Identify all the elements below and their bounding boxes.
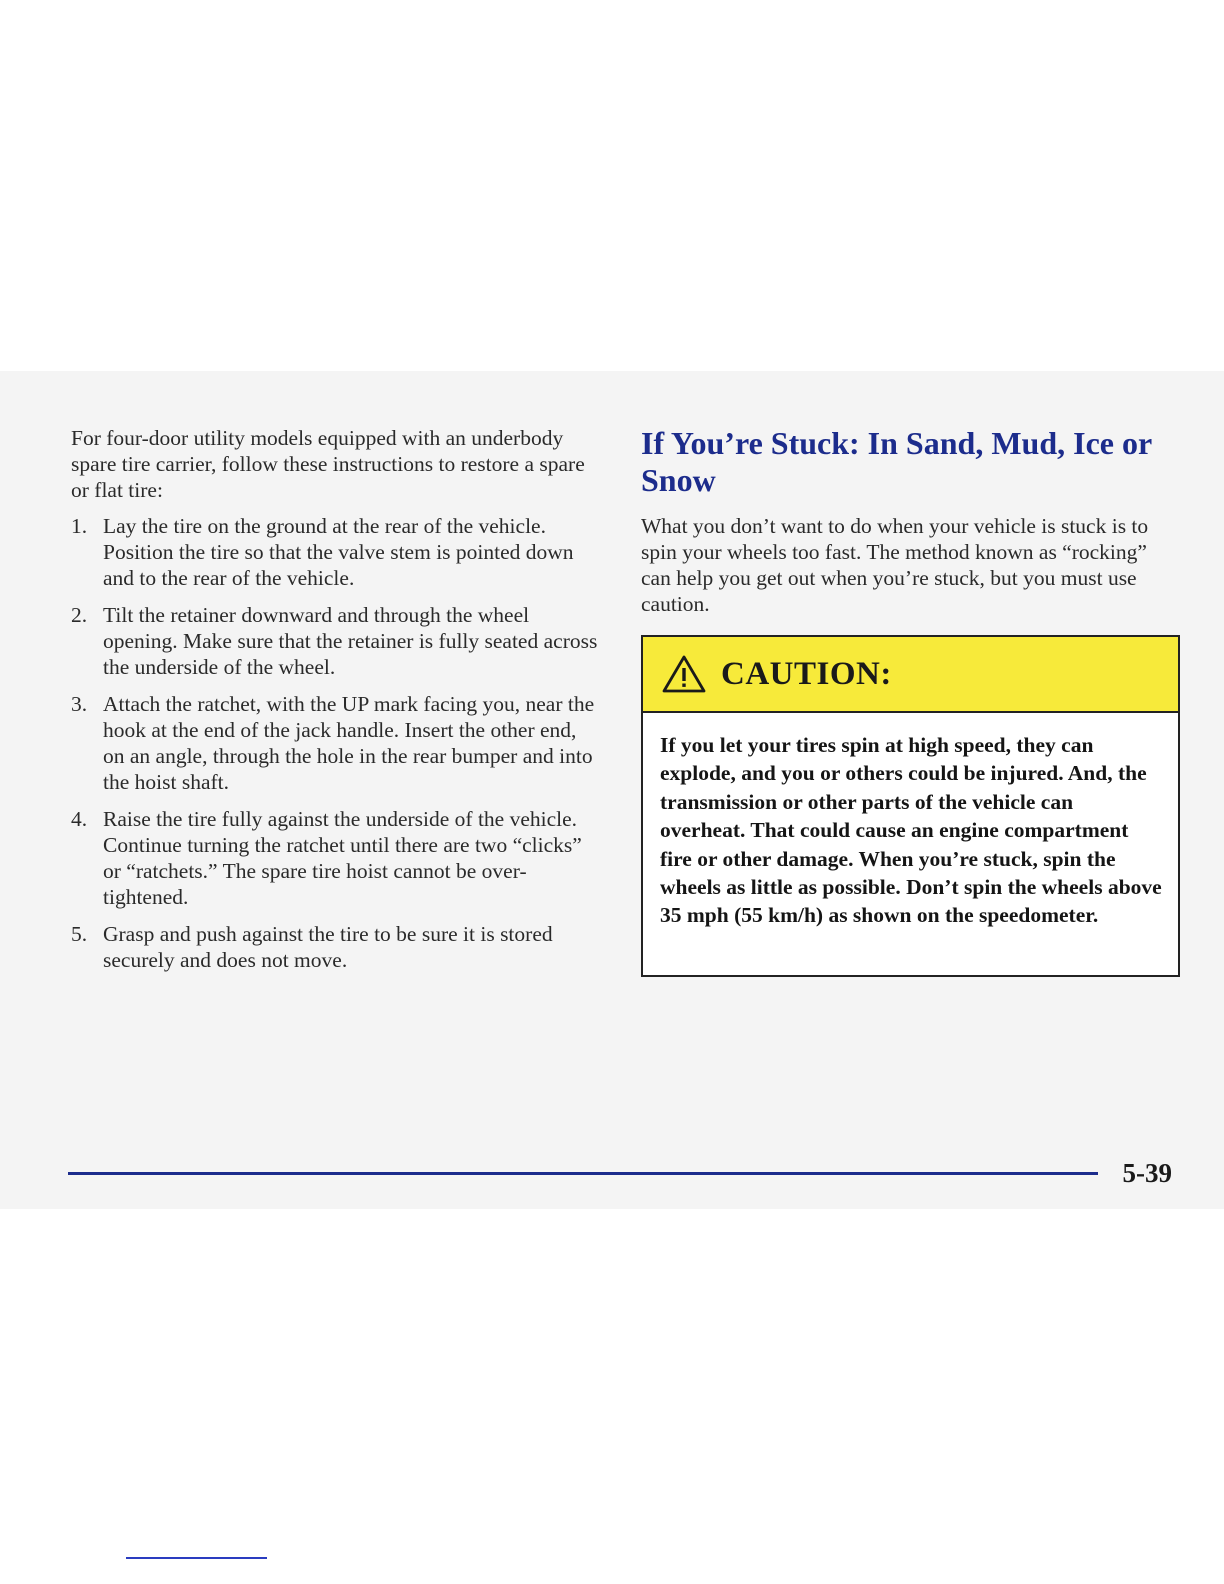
list-item [71, 806, 601, 910]
list-item [71, 602, 601, 680]
caution-box [641, 635, 1180, 977]
spare-tire-instructions [71, 425, 601, 984]
step-number: 4. [71, 807, 88, 831]
caution-body: If you let your tires spin at high speed, they can explode, and you or others could be injured. And, the transmission or other parts of the vehicle can overheat. That could cause an engine compartment fire or other damage. When you’re stuck, spin the wheels as little as possible. Don’t spin the wheels above 35 mph (55 km/h) as shown on the speedometer. [660, 733, 1162, 928]
step-text: Raise the tire fully against the underside of the vehicle. Continue turning the ratchet until there are two “clicks” or “ratchets.” The spare tire hoist cannot be over-tightened. [103, 807, 582, 909]
intro-paragraph: For four-door utility models equipped with an underbody spare tire carrier, follow these instructions to restore a spare or flat tire: [71, 426, 585, 502]
step-number: 2. [71, 603, 88, 627]
step-number: 3. [71, 692, 88, 716]
steps-list [71, 513, 601, 973]
stuck-section [641, 425, 1181, 617]
caution-title: CAUTION: [721, 655, 892, 692]
list-item [71, 513, 601, 591]
warning-triangle-icon [661, 654, 707, 694]
section-heading: If You’re Stuck: In Sand, Mud, Ice or Snow [641, 425, 1152, 498]
step-text: Tilt the retainer downward and through the wheel opening. Make sure that the retainer is fully seated across the underside of the wheel. [103, 603, 598, 679]
page-number: 5-39 [1122, 1158, 1172, 1188]
step-text: Grasp and push against the tire to be sure it is stored securely and does not move. [103, 922, 553, 972]
bottom-rule [126, 1557, 267, 1559]
step-text: Attach the ratchet, with the UP mark facing you, near the hook at the end of the jack handle. Insert the other end, on an angle, through the hole in the rear bumper and into the hoist shaft. [103, 692, 595, 794]
step-text: Lay the tire on the ground at the rear of the vehicle. Position the tire so that the valve stem is pointed down and to the rear of the vehicle. [103, 514, 574, 590]
section-lead-paragraph: What you don’t want to do when your vehicle is stuck is to spin your wheels too fast. The method known as “rocking” can help you get out when you’re stuck, but you must use caution. [641, 514, 1149, 616]
caution-header [643, 637, 1178, 713]
list-item [71, 691, 601, 795]
step-number: 1. [71, 514, 88, 538]
list-item [71, 921, 601, 973]
footer-rule [68, 1172, 1098, 1175]
step-number: 5. [71, 922, 88, 946]
